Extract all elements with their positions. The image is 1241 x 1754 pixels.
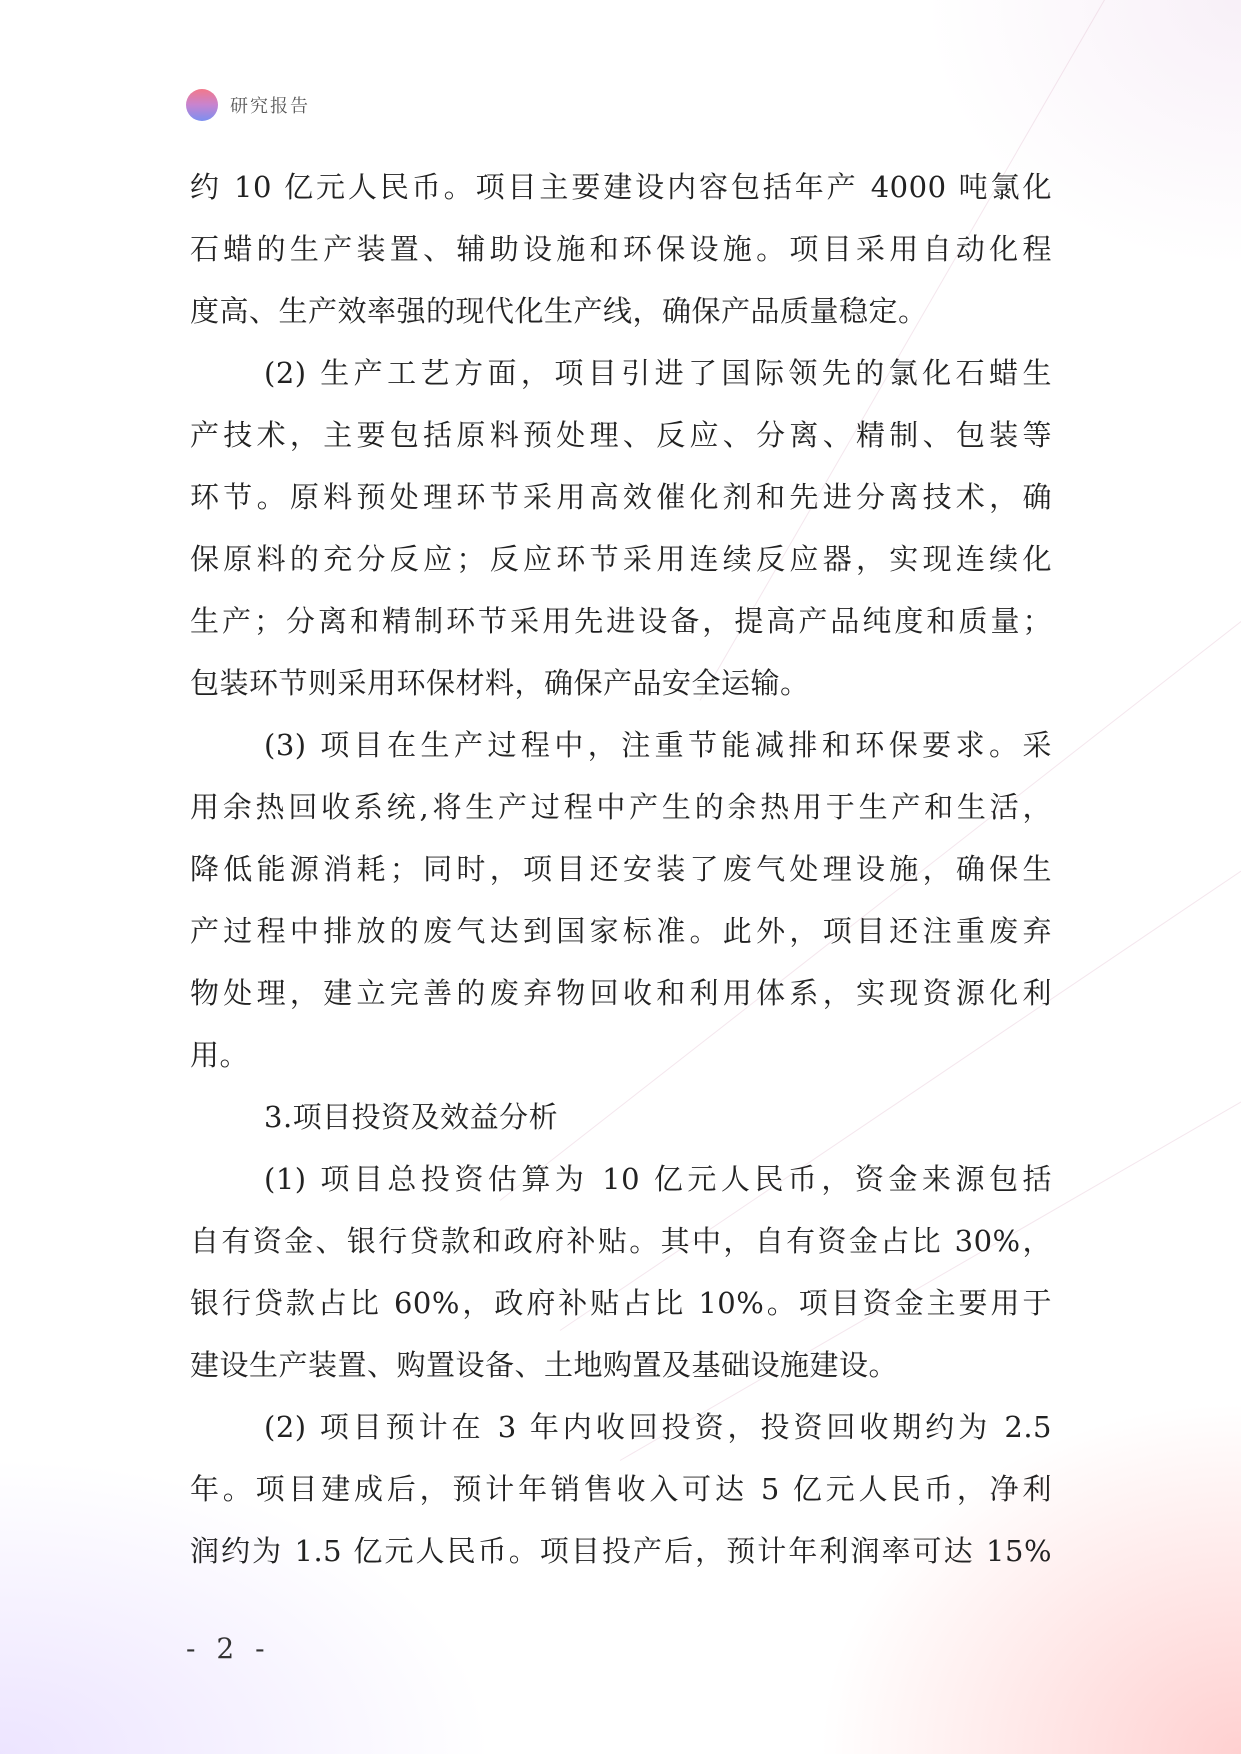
text-line: 环节。原料预处理环节采用高效催化剂和先进分离技术，确 [190,480,1052,514]
text-line: 度高、生产效率强的现代化生产线，确保产品质量稳定。 [190,294,928,328]
text-line: 生产；分离和精制环节采用先进设备，提高产品纯度和质量； [190,604,1052,638]
text-line: 约 10 亿元人民币。项目主要建设内容包括年产 4000 吨氯化 [190,170,1052,204]
header-title: 研究报告 [230,96,310,117]
text-line: 建设生产装置、购置设备、土地购置及基础设施建设。 [190,1348,899,1382]
text-line: 银行贷款占比 60%，政府补贴占比 10%。项目资金主要用于 [190,1286,1052,1320]
text-line: 产过程中排放的废气达到国家标准。此外，项目还注重废弃 [190,914,1052,948]
text-line: (2) 生产工艺方面，项目引进了国际领先的氯化石蜡生 [264,356,1052,390]
document-body [190,156,1052,1582]
text-line: 石蜡的生产装置、辅助设施和环保设施。项目采用自动化程 [190,232,1052,266]
text-line: 年。项目建成后，预计年销售收入可达 5 亿元人民币，净利 [190,1472,1052,1506]
page-header [186,88,310,122]
text-line: (2) 项目预计在 3 年内收回投资，投资回收期约为 2.5 [264,1410,1052,1444]
text-line: 润约为 1.5 亿元人民币。项目投产后，预计年利润率可达 15% [190,1534,1052,1568]
text-line: 保原料的充分反应；反应环节采用连续反应器，实现连续化 [190,542,1052,576]
text-line: 自有资金、银行贷款和政府补贴。其中，自有资金占比 30%， [190,1224,1052,1258]
text-line: 物处理，建立完善的废弃物回收和利用体系，实现资源化利 [190,976,1052,1010]
text-line: 降低能源消耗；同时，项目还安装了废气处理设施，确保生 [190,852,1052,886]
logo-icon [186,89,218,121]
text-line: 用余热回收系统,将生产过程中产生的余热用于生产和生活， [190,790,1052,824]
text-line: (3) 项目在生产过程中，注重节能减排和环保要求。采 [264,728,1052,762]
text-line: 用。 [190,1038,250,1072]
text-line: 包装环节则采用环保材料，确保产品安全运输。 [190,666,810,700]
section-heading: 3.项目投资及效益分析 [264,1100,559,1134]
page-number: - 2 - [186,1632,271,1665]
text-line: (1) 项目总投资估算为 10 亿元人民币，资金来源包括 [264,1162,1052,1196]
text-line: 产技术，主要包括原料预处理、反应、分离、精制、包装等 [190,418,1052,452]
